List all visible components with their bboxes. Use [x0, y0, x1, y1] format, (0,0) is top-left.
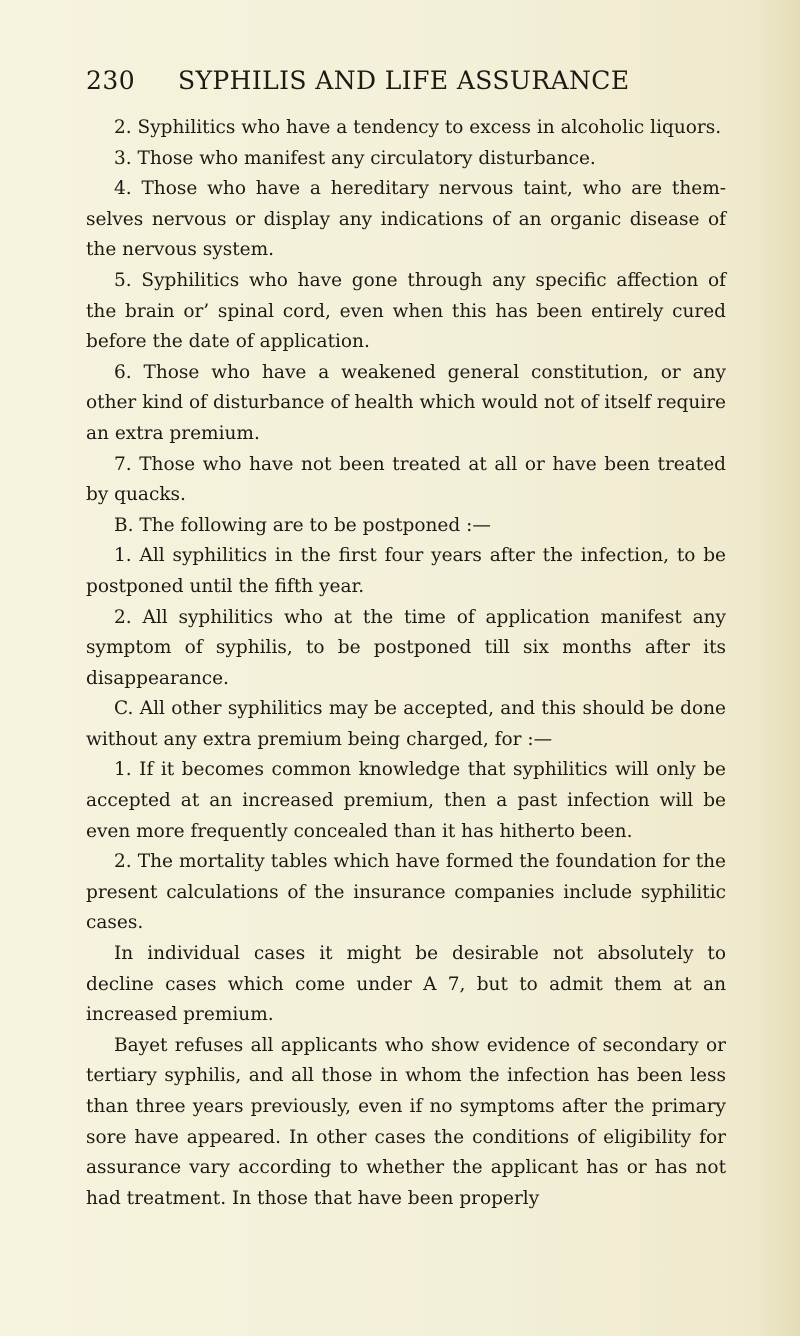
- body-text: [86, 113, 726, 1214]
- paragraph: 2. Syphilitics who have a tendency to excess in alcoholic liquors.: [114, 117, 722, 138]
- paragraph: C. All other syphilitics may be accepted, and this should be done without any extra premium being charged, for :—: [86, 698, 726, 750]
- paragraph: B. The following are to be postponed :—: [114, 514, 491, 536]
- paragraph: 1. All syphilitics in the first four years after the infection, to be postponed until the fifth year.: [86, 545, 726, 597]
- paragraph: 6. Those who have a weakened general constitution, or any other kind of disturbance of health which would not of itself require an extra premium.: [86, 361, 726, 444]
- paragraph: 3. Those who manifest any circulatory disturbance.: [114, 147, 596, 169]
- paragraph: 2. The mortality tables which have formed the foundation for the present calculations of the insurance companies include syphilitic cases.: [86, 851, 726, 934]
- paragraph: 5. Syphilitics who have gone through any specific affection of the brain or’ spinal cord, even when this has been entirely cured before the date of application.: [86, 269, 726, 353]
- page-header: [86, 66, 726, 100]
- paragraph: Bayet refuses all applicants who show evidence of secondary or tertiary syphilis, and all those in whom the infection has been less than three years previously, even if no symptoms after the primary sore have appeared. In other cases the conditions of eligibility for assurance vary according to whether the applicant has or has not had treatment. In those that have been properly: [86, 1034, 726, 1209]
- paragraph: 2. All syphilitics who at the time of application manifest any symptom of syphilis, to be postponed till six months after its disappearance.: [86, 606, 726, 689]
- paragraph: In individual cases it might be desirable not absolutely to decline cases which come under A 7, but to admit them at an increased premium.: [86, 943, 726, 1026]
- paragraph: 7. Those who have not been treated at all or have been treated by quacks.: [86, 453, 726, 506]
- paragraph: 4. Those who have a hereditary nervous taint, who are them-selves nervous or display any indications of an organic disease of the nervous system.: [86, 178, 726, 261]
- running-title: SYPHILIS AND LIFE ASSURANCE: [178, 66, 630, 95]
- page-number: 230: [86, 66, 136, 95]
- paragraph: 1. If it becomes common knowledge that syphilitics will only be accepted at an increased premium, then a past infection will be even more frequently concealed than it has hitherto been.: [86, 759, 726, 842]
